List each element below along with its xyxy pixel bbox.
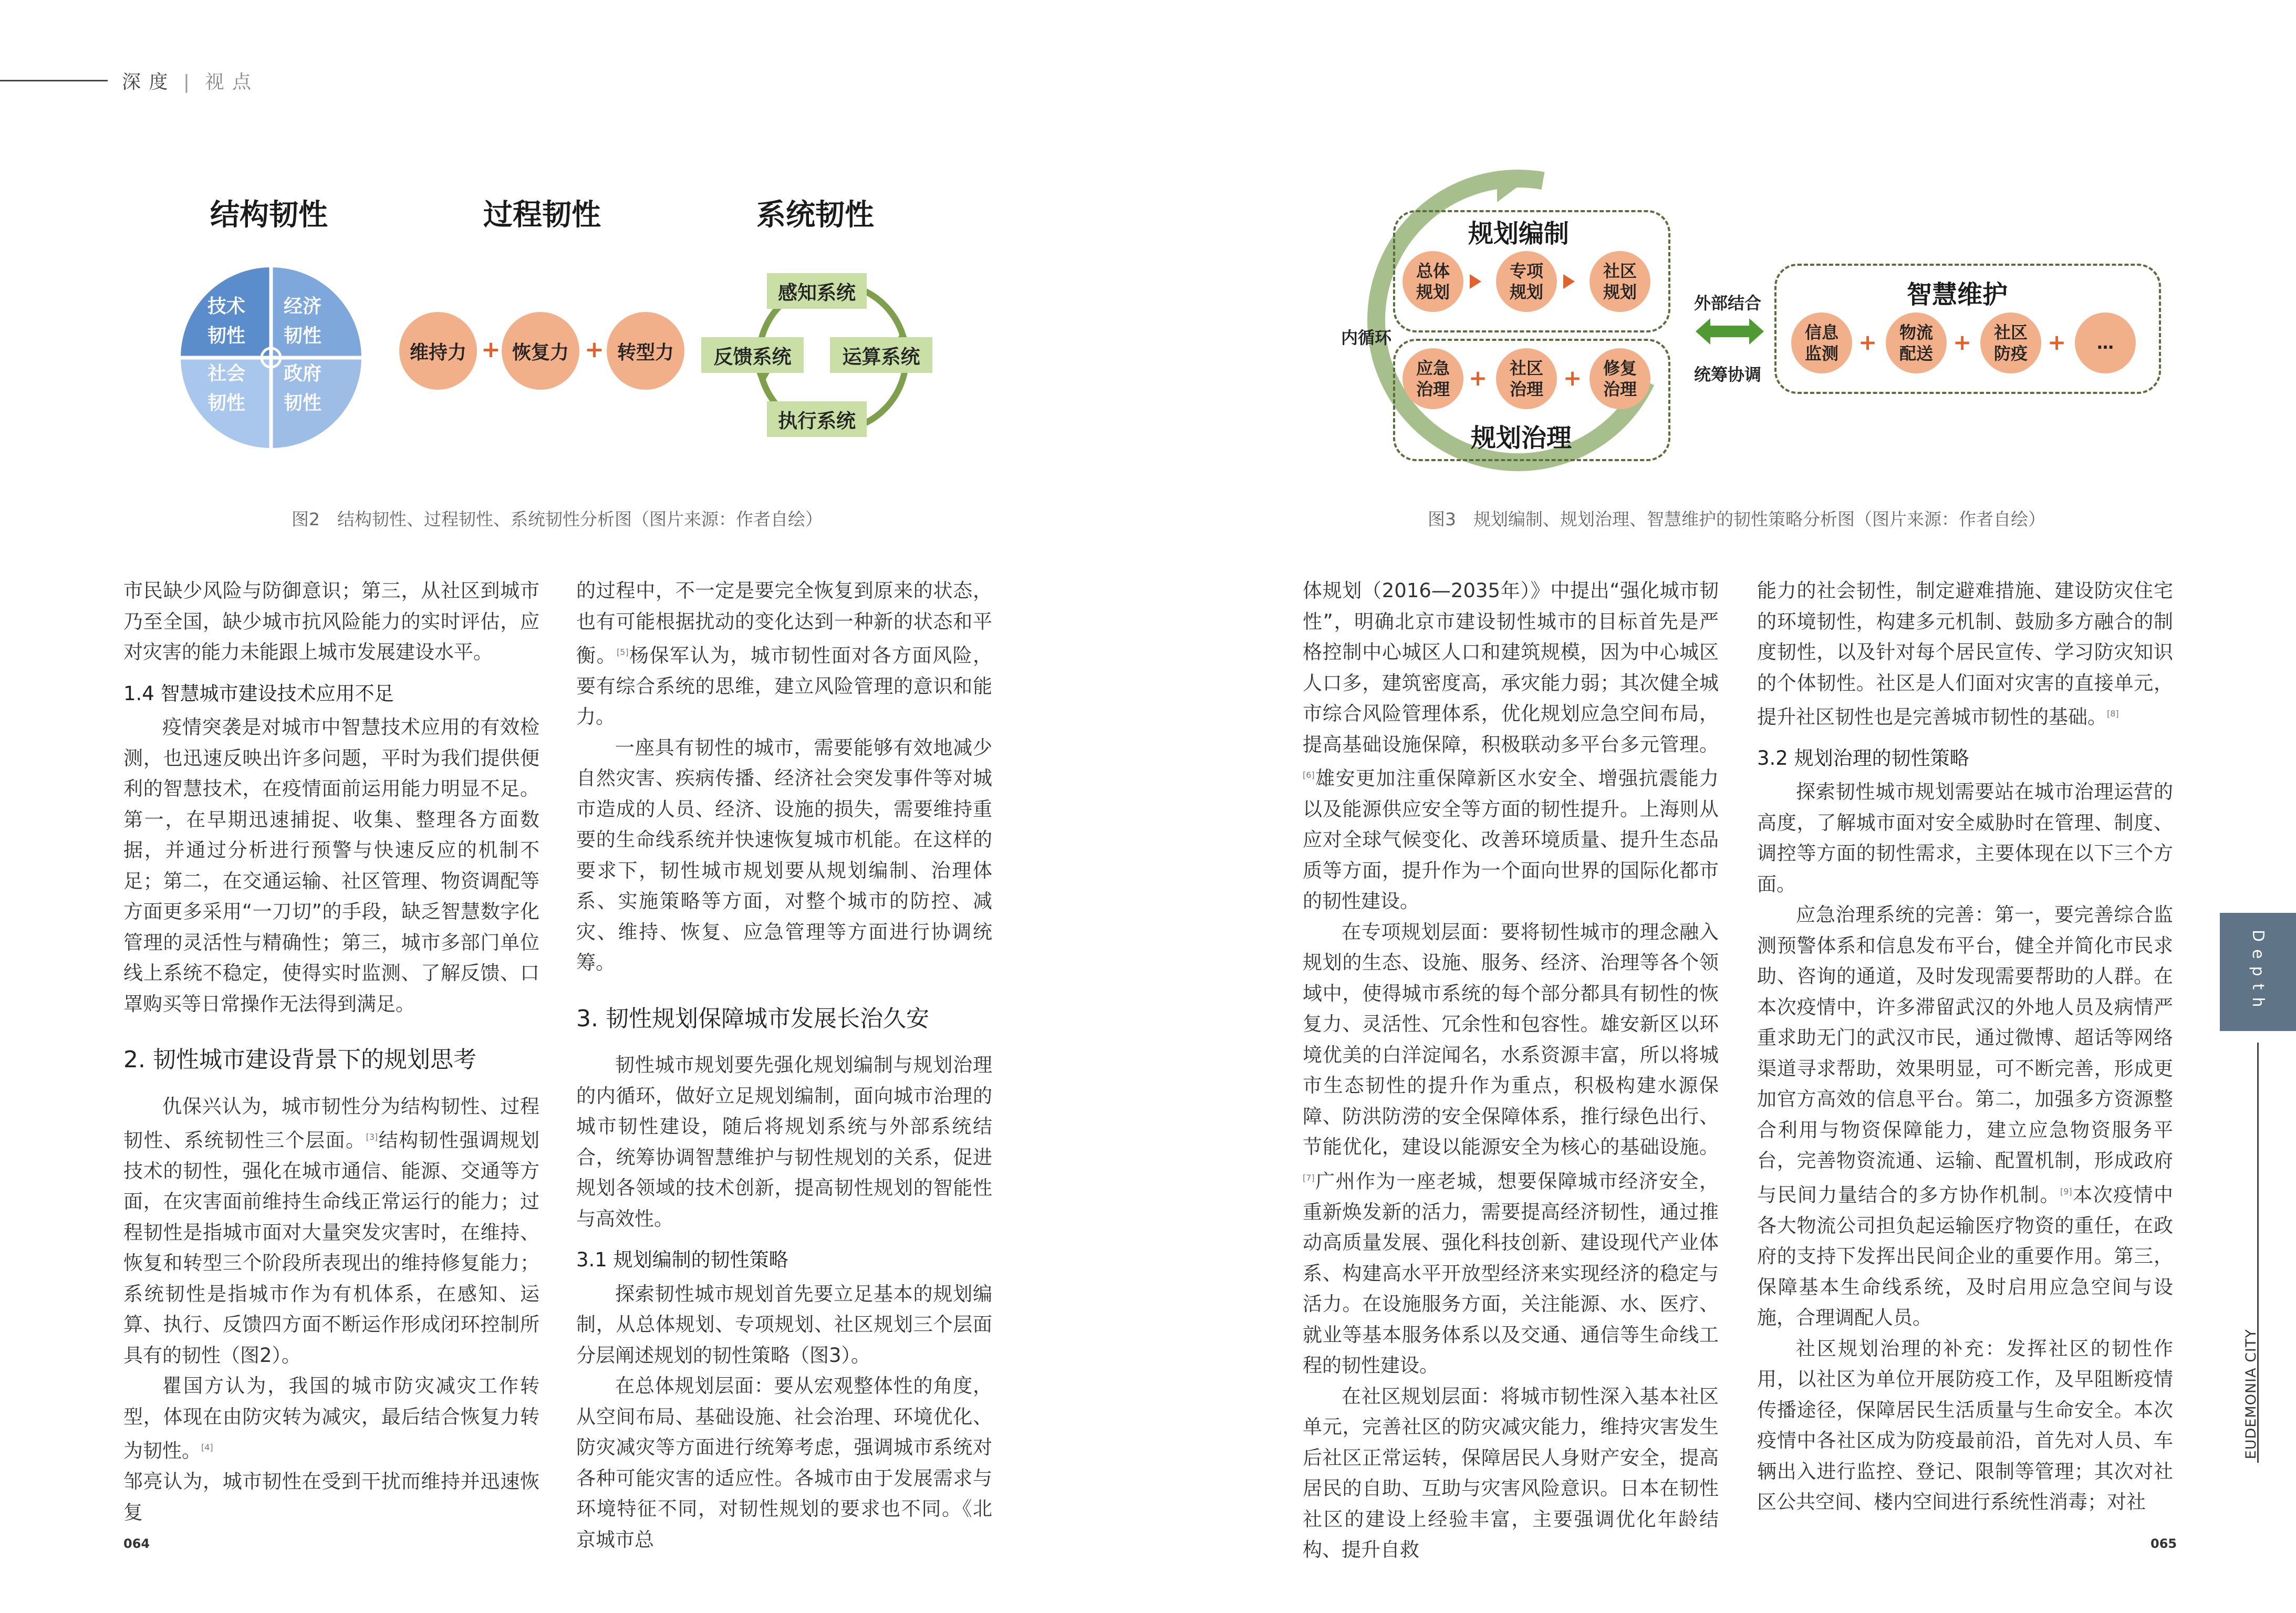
govern-title: 规划治理 xyxy=(1471,423,1572,453)
fig2-title-process: 过程韧性 xyxy=(483,198,601,232)
quadrant-label-econ: 经济 韧性 xyxy=(284,296,322,347)
header-divider: | xyxy=(183,71,191,93)
body-paragraph xyxy=(576,1279,992,1371)
fig2-title-system: 系统韧性 xyxy=(756,198,874,232)
header-sub-label: 视 点 xyxy=(205,71,252,93)
paragraph-text: 瞿国方认为，我国的城市防灾减灾工作转型，体现在由防灾转为减灾，最后结合恢复力转为韧性。 xyxy=(123,1375,539,1462)
paragraph-text: 3.2 规划治理的韧性策略 xyxy=(1757,746,1969,769)
paragraph-text: 广州作为一座老城，想要保障城市经济安全，重新焕发新的活力，需要提高经济韧性，通过推动高质量发展、强化科技创新、建设现代产业体系、构建高水平开放型经济来实现经济的稳定与活力。在设施服务方面，关注能源、水、医疗、就业等基本服务体系以及交通、通信等生命线工程的韧性建设。 xyxy=(1303,1170,1719,1377)
body-paragraph xyxy=(123,576,539,668)
quadrant-label-tech: 技术 韧性 xyxy=(207,296,246,347)
body-paragraph xyxy=(123,1371,539,1466)
reference-marker: [8] xyxy=(2107,709,2119,719)
double-arrow-icon xyxy=(1696,318,1764,345)
fig2-title-structural: 结构韧性 xyxy=(210,198,328,232)
paragraph-text: 市民缺少风险与防御意识；第三，从社区到城市乃至全国，缺少城市抗风险能力的实时评估，应对灾害的能力未能跟上城市发展建设水平。 xyxy=(123,579,539,663)
paragraph-text: 结构韧性强调规划技术的韧性，强化在城市通信、能源、交通等方面，在灾害面前维持生命线正常运行的能力；过程韧性是指城市面对大量突发灾害时，在维持、恢复和转型三个阶段所表现出的维持修复能力；系统韧性是指城市作为有机体系，在感知、运算、执行、反馈四方面不断运作形成闭环控制所具有的韧性（图2）。 xyxy=(123,1129,540,1367)
quadrant-label-social: 社会 韧性 xyxy=(207,363,246,414)
paragraph-text: 在社区规划层面：将城市韧性深入基本社区单元，完善社区的防灾减灾能力，维持灾害发生后社区正常运转，保障居民人身财产安全，提高居民的自助、互助与灾害风险意识。日本在韧性社区的建设上经验丰富，主要强调优化年龄结构、提升自救 xyxy=(1303,1385,1719,1562)
coordinate-label: 统筹协调 xyxy=(1694,365,1762,384)
reference-marker: [3] xyxy=(366,1132,378,1142)
paragraph-text: 社区规划治理的补充：发挥社区的韧性作用，以社区为单位开展防疫工作，及早阻断疫情传播途径，保障居民生活质量与生命安全。本次疫情中各社区成为防疫最前沿，首先对人员、车辆出入进行监控、登记、限制等管理；其次对社区公共空间、楼内空间进行系统性消毒；对社 xyxy=(1757,1337,2173,1514)
inner-cycle-label: 内循环 xyxy=(1341,328,1392,348)
plus-sign: + xyxy=(585,336,604,363)
reference-marker: [4] xyxy=(201,1442,213,1453)
page-number-left: 064 xyxy=(123,1536,150,1551)
body-paragraph xyxy=(576,576,992,733)
system-feedback: 反馈系统 xyxy=(701,337,804,373)
paragraph-text: 杨保军认为，城市韧性面对各方面风险，要有综合系统的思维，建立风险管理的意识和能力。 xyxy=(576,644,993,729)
section-heading xyxy=(123,1045,539,1076)
paragraph-text: 3. 韧性规划保障城市发展长治久安 xyxy=(576,1005,929,1032)
smart-maintain-title: 智慧维护 xyxy=(1907,280,2008,309)
body-paragraph xyxy=(1757,1334,2173,1518)
body-paragraph xyxy=(123,712,539,1019)
body-paragraph xyxy=(1303,576,1719,917)
subsection-heading xyxy=(123,679,539,710)
subsection-heading xyxy=(576,1245,992,1276)
plus-sign: + xyxy=(481,336,501,363)
paragraph-text: 在专项规划层面：要将韧性城市的理念融入规划的生态、设施、服务、经济、治理等各个领域中，使得城市系统的每个部分都具有韧性的恢复力、灵活性、冗余性和包容性。雄安新区以环境优美的白洋淀闻名，水系资源丰富，所以将城市生态韧性的提升作为重点，积极构建水源保障、防洪防涝的安全保障体系，推行绿色出行、节能优化，建设以能源安全为核心的基础设施。 xyxy=(1303,920,1719,1159)
plus-sign: + xyxy=(1563,365,1582,391)
paragraph-text: 韧性城市规划要先强化规划编制与规划治理的内循环，做好立足规划编制，面向城市治理的城市韧性建设，随后将规划系统与外部系统结合，统筹协调智慧维护与韧性规划的关系，促进规划各领域的技术创新，提高韧性规划的智能性与高效性。 xyxy=(576,1054,992,1230)
page-number-right: 065 xyxy=(2150,1536,2177,1551)
paragraph-text: 体规划（2016—2035年）》中提出“强化城市韧性”，明确北京市建设韧性城市的目标首先是严格控制中心城区人口和建筑规模，因为中心城区人口多，建筑密度高，承灾能力弱；其次健全城市综合风险管理体系，优化规划应急空间布局，提高基础设施保障，积极联动多平台多元管理。 xyxy=(1303,579,1719,756)
compile-overall: 总体 规划 xyxy=(1402,251,1463,312)
plus-sign: + xyxy=(2048,329,2066,355)
paragraph-text: 一座具有韧性的城市，需要能够有效地减少自然灾害、疾病传播、经济社会突发事件等对城市造成的人员、经济、设施的损失，需要维持重要的生命线系统并快速恢复城市机能。在这样的要求下，韧性城市规划要从规划编制、治理体系、实施策略等方面，对整个城市的防控、减灾、维持、恢复、应急管理等方面进行协调统筹。 xyxy=(576,736,992,974)
govern-emergency: 应急 治理 xyxy=(1402,348,1463,409)
paragraph-text: 探索韧性城市规划需要站在城市治理运营的高度，了解城市面对安全威胁时在管理、制度、调控等方面的韧性需求，主要体现在以下三个方面。 xyxy=(1757,781,2173,896)
fig2-quadrant-circle xyxy=(179,265,363,450)
paragraph-text: 1.4 智慧城市建设技术应用不足 xyxy=(123,682,394,705)
govern-repair: 修复 治理 xyxy=(1589,348,1650,409)
body-paragraph xyxy=(1757,900,2173,1333)
process-maintain: 维持力 xyxy=(399,312,477,390)
arrow-right-icon xyxy=(1563,274,1575,289)
compile-title: 规划编制 xyxy=(1468,219,1570,248)
process-recover: 恢复力 xyxy=(502,312,579,390)
govern-community: 社区 治理 xyxy=(1496,348,1557,409)
body-paragraph xyxy=(123,1091,539,1371)
arrow-right-icon xyxy=(1470,274,1481,289)
system-execute: 执行系统 xyxy=(767,401,867,437)
section-heading xyxy=(576,1004,992,1035)
side-tab-label: Depth xyxy=(2249,929,2267,1015)
system-compute: 运算系统 xyxy=(830,337,932,373)
fig3-caption: 图3 规划编制、规划治理、智慧维护的韧性策略分析图（图片来源：作者自绘） xyxy=(1428,509,2045,529)
header-section-label: 深 度 xyxy=(122,71,169,93)
body-paragraph xyxy=(576,1050,992,1234)
quadrant-label-gov: 政府 韧性 xyxy=(284,363,322,414)
text-column-3 xyxy=(1303,576,1719,1566)
header-section xyxy=(122,67,252,94)
system-sense: 感知系统 xyxy=(767,273,867,309)
paragraph-text: 2. 韧性城市建设背景下的规划思考 xyxy=(123,1046,476,1073)
plus-sign: + xyxy=(1953,329,1972,355)
paragraph-text: 雄安更加注重保障新区水安全、增强抗震能力以及能源供应安全等方面的韧性提升。上海则从应对全球气候变化、改善环境质量、提升生态品质等方面，提升作为一个面向世界的国际化都市的韧性建设。 xyxy=(1303,767,1719,913)
side-label: EUDEMONIA CITY xyxy=(2243,1329,2259,1460)
maintain-more: … xyxy=(2075,313,2136,373)
compile-special: 专项 规划 xyxy=(1496,251,1557,312)
maintain-epidemic: 社区 防疫 xyxy=(1980,313,2041,373)
paragraph-text: 应急治理系统的完善：第一，要完善综合监测预警体系和信息发布平台，健全并简化市民求助、咨询的通道，及时发现需要帮助的人群。在本次疫情中，许多滞留武汉的外地人员及病情严重求助无门的武汉市民，通过微博、超话等网络渠道寻求帮助，效果明显，可不断完善，形成更加官方高效的信息平台。第二，加强多方资源整合利用与物资保障能力，建立应急物资服务平台，完善物资流通、运输、配置机制，形成政府与民间力量结合的多方协作机制。 xyxy=(1757,903,2173,1206)
paragraph-text: 仇保兴认为，城市韧性分为结构韧性、过程韧性、系统韧性三个层面。 xyxy=(123,1095,539,1152)
outer-combine-label: 外部结合 xyxy=(1694,293,1762,313)
subsection-heading xyxy=(1757,743,2173,774)
text-column-2 xyxy=(576,576,992,1555)
body-paragraph xyxy=(1757,777,2173,900)
paragraph-text: 本次疫情中各大物流公司担负起运输医疗物资的重任，在政府的支持下发挥出民间企业的重要作用。第三，保障基本生命线系统，及时启用应急空间与设施，合理调配人员。 xyxy=(1757,1183,2174,1329)
body-paragraph xyxy=(1757,576,2173,733)
text-column-4 xyxy=(1757,576,2173,1518)
plus-sign: + xyxy=(1858,329,1877,355)
reference-marker: [7] xyxy=(1303,1172,1315,1183)
reference-marker: [9] xyxy=(2060,1186,2072,1196)
paragraph-text: 探索韧性城市规划首先要立足基本的规划编制，从总体规划、专项规划、社区规划三个层面分层阐述规划的韧性策略（图3）。 xyxy=(576,1282,992,1367)
header-rule xyxy=(0,80,108,81)
text-column-1 xyxy=(123,576,539,1528)
fig2-caption: 图2 结构韧性、过程韧性、系统韧性分析图（图片来源：作者自绘） xyxy=(292,509,823,529)
paragraph-text: 疫情突袭是对城市中智慧技术应用的有效检测，也迅速反映出许多问题，平时为我们提供便利的智慧技术，在疫情面前运用能力明显不足。第一，在早期迅速捕捉、收集、整理各方面数据，并通过分析进行预警与快速反应的机制不足；第二，在交通运输、社区管理、物资调配等方面更多采用“一刀切”的手段，缺乏智慧数字化管理的灵活性与精确性；第三，城市多部门单位线上系统不稳定，使得实时监测、了解反馈、口罩购买等日常操作无法得到满足。 xyxy=(123,716,539,1015)
maintain-monitor: 信息 监测 xyxy=(1791,313,1852,373)
body-paragraph xyxy=(1303,917,1719,1381)
paragraph-text: 邹亮认为，城市韧性在受到干扰而维持并迅速恢复 xyxy=(123,1470,539,1524)
paragraph-text: 能力的社会韧性，制定避难措施、建设防灾住宅的环境韧性，构建多元机制、鼓励多方融合的制度韧性，以及针对每个居民宣传、学习防灾知识的个体韧性。社区是人们面对灾害的直接单元，提升社区韧性也是完善城市韧性的基础。 xyxy=(1757,579,2173,729)
paragraph-text: 的过程中，不一定是要完全恢复到原来的状态，也有可能根据扰动的变化达到一种新的状态和平衡。 xyxy=(576,579,992,667)
compile-community: 社区 规划 xyxy=(1589,251,1650,312)
body-paragraph xyxy=(1303,1381,1719,1566)
body-paragraph xyxy=(576,733,992,979)
body-paragraph xyxy=(576,1371,992,1555)
process-transform: 转型力 xyxy=(607,312,684,390)
paragraph-text: 在总体规划层面：要从宏观整体性的角度，从空间布局、基础设施、社会治理、环境优化、防灾减灾等方面进行统筹考虑，强调城市系统对各种可能灾害的适应性。各城市由于发展需求与环境特征不同，对韧性规划的要求也不同。《北京城市总 xyxy=(576,1375,992,1551)
body-paragraph xyxy=(123,1466,539,1528)
reference-marker: [6] xyxy=(1303,770,1315,780)
reference-marker: [5] xyxy=(616,647,629,657)
maintain-logistics: 物流 配送 xyxy=(1886,313,1947,373)
plus-sign: + xyxy=(1469,365,1488,391)
paragraph-text: 3.1 规划编制的韧性策略 xyxy=(576,1248,788,1272)
